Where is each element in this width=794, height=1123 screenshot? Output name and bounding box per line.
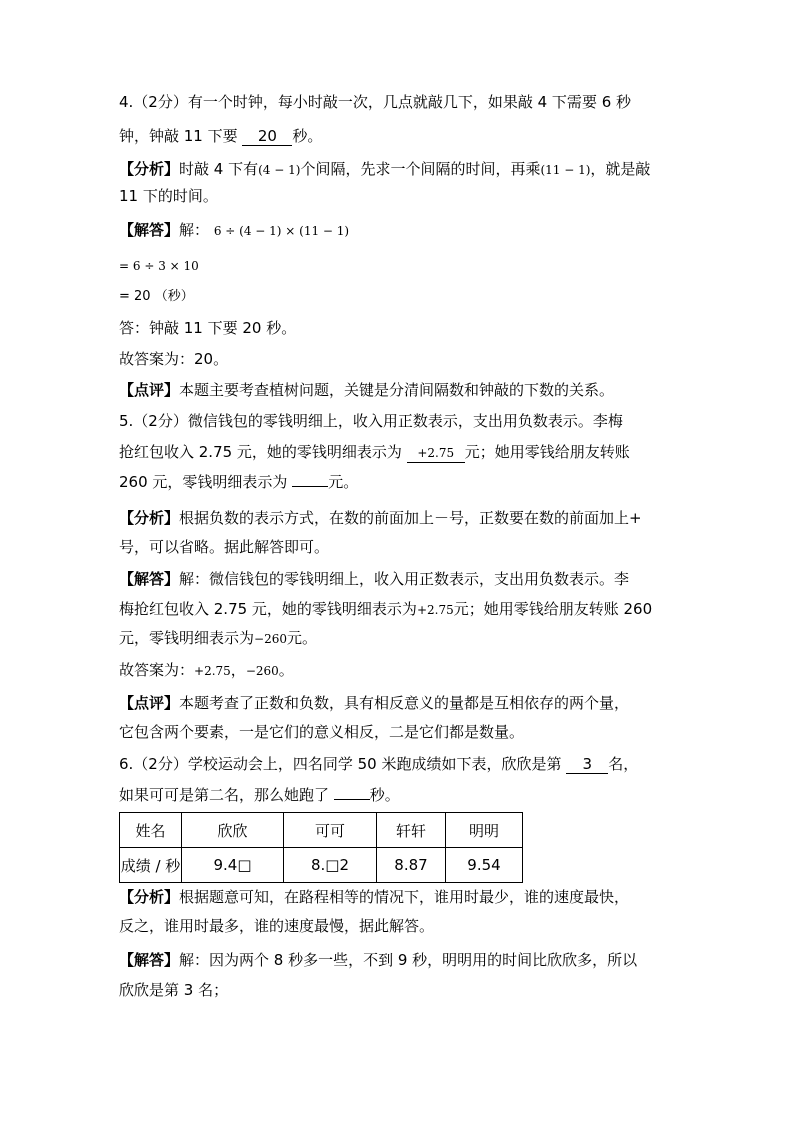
table-header-cell: 姓名: [120, 813, 182, 848]
q5-final-answer: 故答案为：+2.75，−260。: [119, 661, 294, 679]
answer-tag: 【解答】: [119, 951, 180, 969]
analysis-tag: 【分析】: [119, 160, 180, 178]
q5-comment-line1: 【点评】本题考查了正数和负数，具有相反意义的量都是互相依存的两个量，: [119, 694, 630, 712]
q4-analysis-line1: 【分析】时敲 4 下有(4 − 1)个间隔，先求一个间隔的时间，再乘(11 − 1)，就是敲: [119, 160, 651, 178]
table-header-cell: 可可: [284, 813, 377, 848]
q5-comment-line2: 它包含两个要素，一是它们的意义相反，二是它们都是数量。: [119, 723, 525, 741]
q6-stem-line1: 6.（2分）学校运动会上，四名同学 50 米跑成绩如下表，欣欣是第 3 名，: [119, 755, 639, 773]
q6-answer-blank2: [334, 799, 370, 800]
q5-stem-line2: 抢红包收入 2.75 元，她的零钱明细表示为 +2.75 元；她用零钱给朋友转账: [119, 443, 630, 461]
analysis-tag: 【分析】: [119, 509, 180, 527]
q6-answer-line1: 【解答】解：因为两个 8 秒多一些，不到 9 秒，明明用的时间比欣欣多，所以: [119, 951, 638, 969]
table-header-cell: 明明: [446, 813, 523, 848]
q4-calc-step1: 6 ÷ (4 − 1) × (11 − 1): [213, 224, 350, 238]
q6-analysis-line2: 反之，谁用时最多，谁的速度最慢，据此解答。: [119, 917, 435, 935]
table-header-cell: 轩轩: [377, 813, 446, 848]
answer-tag: 【解答】: [119, 221, 180, 239]
q5-answer-line3: 元，零钱明细表示为−260元。: [119, 629, 317, 647]
comment-tag: 【点评】: [119, 694, 180, 712]
answer-tag: 【解答】: [119, 570, 180, 588]
q4-reply: 答：钟敲 11 下要 20 秒。: [119, 319, 297, 337]
comment-tag: 【点评】: [119, 381, 180, 399]
table-header-row: [120, 813, 523, 848]
q5-stem-line3: 260 元，零钱明细表示为 元。: [119, 473, 359, 491]
table-cell: 成绩 / 秒: [120, 848, 182, 883]
table-header-cell: 欣欣: [182, 813, 284, 848]
q5-stem-line1: 5.（2分）微信钱包的零钱明细上，收入用正数表示，支出用负数表示。李梅: [119, 412, 623, 430]
q4-answer-line: 【解答】解： 6 ÷ (4 − 1) × (11 − 1): [119, 221, 350, 239]
q4-answer-blank: 20: [242, 127, 292, 146]
q5-answer-line1: 【解答】解：微信钱包的零钱明细上，收入用正数表示，支出用负数表示。李: [119, 570, 630, 588]
q6-answer-blank1: 3: [566, 755, 608, 774]
q5-answer-blank1: +2.75: [407, 444, 465, 463]
q4-comment: 【点评】本题主要考查植树问题，关键是分清间隔数和钟敲的下数的关系。: [119, 381, 615, 399]
q6-analysis-line1: 【分析】根据题意可知，在路程相等的情况下，谁用时最少，谁的速度最快，: [119, 888, 630, 906]
q4-calc-step3: = 20 （秒）: [119, 289, 194, 304]
q4-final-answer: 故答案为：20。: [119, 350, 229, 368]
q4-stem-line1: 4.（2分）有一个时钟，每小时敲一次，几点就敲几下，如果敲 4 下需要 6 秒: [119, 93, 632, 111]
q5-answer-line2: 梅抢红包收入 2.75 元，她的零钱明细表示为+2.75元；她用零钱给朋友转账 260: [119, 600, 653, 618]
table-cell: 9.54: [446, 848, 523, 883]
q4-calc-step2: = 6 ÷ 3 × 10: [119, 259, 199, 273]
q4-analysis-line2: 11 下的时间。: [119, 187, 218, 205]
q5-analysis-line2: 号，可以省略。据此解答即可。: [119, 538, 330, 556]
score-table: [119, 812, 523, 883]
q6-stem-line2: 如果可可是第二名，那么她跑了 秒。: [119, 786, 400, 804]
table-cell: 8.□2: [284, 848, 377, 883]
q5-answer-blank2: [292, 486, 328, 487]
q6-answer-line2: 欣欣是第 3 名；: [119, 981, 229, 999]
table-cell: 9.4□: [182, 848, 284, 883]
table-row: [120, 848, 523, 883]
table-cell: 8.87: [377, 848, 446, 883]
q4-stem-line2: 钟，钟敲 11 下要 20 秒。: [119, 127, 323, 145]
q5-analysis-line1: 【分析】根据负数的表示方式，在数的前面加上－号，正数要在数的前面加上+: [119, 509, 642, 527]
analysis-tag: 【分析】: [119, 888, 180, 906]
